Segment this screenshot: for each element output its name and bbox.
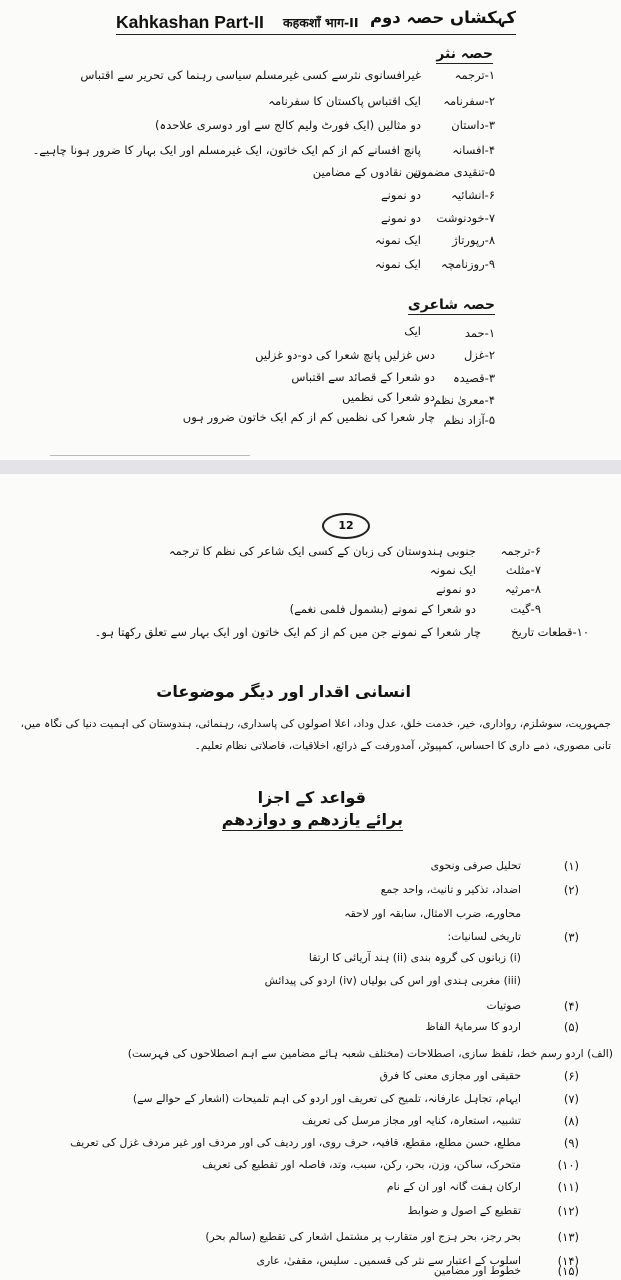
nasr-detail-9: ایک نمونہ [374,257,421,271]
p2-detail-5: چار شعرا کے نمونے جن میں کم از کم ایک خاتون اور ایک بہار سے تعلق رکھتا ہو۔ [94,625,481,639]
page-number: 12 [322,513,370,539]
nasr-label-3: ۳-داستان [451,118,495,132]
grammar-item-text: مطلع، حسن مطلع، مقطع، قافیہ، حرف روی، اور ردیف کی اور مردف اور غیر مردف غزل کی تعریف [70,1136,521,1149]
shairi-label-2: ۲-غزل [463,348,495,362]
shairi-detail-5: چار شعرا کی نظمیں کم از کم ایک خاتون ضرور ہوں [182,410,435,424]
nasr-label-7: ۷-خودنوشت [436,211,495,225]
grammar-item-number: (۳) [563,930,579,944]
grammar-item-text: تحلیل صرفی ونحوی [430,859,521,872]
scan-edge [50,455,250,456]
grammar-item-text: محاورے، ضرب الامثال، سابقہ اور لاحقہ [344,907,521,920]
nasr-label-5: ۵-تنقیدی مضمون [412,165,495,179]
p2-label-3: ۸-مرثیہ [504,582,541,596]
grammar-item-text: ارکان ہفت گانہ اور ان کے نام [386,1180,521,1193]
grammar-item-text: متحرک، ساکن، وزن، بحر، رکن، سبب، وتد، فاصلہ اور تقطیع کی تعریف [202,1158,521,1171]
nasr-detail-6: دو نمونے [380,188,421,202]
grammar-item-number: (۴) [563,999,579,1013]
grammar-item-number: (۱۵) [557,1264,579,1278]
grammar-item-number: (۱۳) [557,1230,579,1244]
page-title [116,10,516,35]
grammar-item-number: (۱۱) [557,1180,579,1194]
nasr-detail-1: غیرافسانوی نثرسے کسی غیرمسلم سیاسی رہنما کی تحریر سے اقتباس [80,68,421,82]
grammar-item-number: (۱) [563,859,579,873]
p2-label-2: ۷-مثلث [505,563,541,577]
grammar-item-number: (۱۲) [557,1204,579,1218]
p2-label-5: ۱۰-قطعات تاریخ [511,625,589,639]
shairi-detail-1: ایک [404,324,421,338]
nasr-label-9: ۹-روزنامچہ [440,257,495,271]
p2-detail-3: دو نمونے [435,582,476,596]
grammar-item-text: ایہام، تجاہل عارفانہ، تلمیح کی تعریف اور اردو کی اہم تلمیحات (اشعار کے حوالے سے) [132,1092,521,1105]
grammar-item-text: (i) زبانوں کی گروہ بندی (ii) ہند آریائی کا ارتقا [308,951,521,964]
page-gap [0,460,621,474]
shairi-detail-4: دو شعرا کی نظمیں [342,390,435,404]
grammar-item-text: تاریخی لسانیات: [447,930,521,943]
syllabus-page-2 [0,474,621,1280]
nasr-label-4: ۴-افسانہ [452,143,495,157]
grammar-item-text: بحر رجز، بحر ہزج اور متقارب پر مشتمل اشعار کی تقطیع (سالم بحر) [205,1230,521,1243]
p2-detail-1: جنوبی ہندوستان کی زبان کے کسی ایک شاعر کی نظم کا ترجمہ [168,544,476,558]
shairi-label-5: ۵-آزاد نظم [443,413,495,427]
grammar-item-text: اسلوب کے اعتبار سے نثر کی قسمیں۔ سلیس، مقفیٰ، عاری [256,1254,521,1267]
grammar-item-text: اردو کا سرمایۂ الفاظ [425,1020,521,1033]
grammar-item-text: تشبیہ، استعارہ، کنایہ اور مجاز مرسل کی تعریف [302,1114,521,1127]
p2-detail-4: دو شعرا کے نمونے (بشمول فلمی نغمے) [289,602,476,616]
grammar-item-number: (۱۴) [557,1254,579,1268]
values-line-1: جمہوریت، سوشلزم، رواداری، خیر، خدمت خلق، عدل وداد، اعلا اصولوں کی پاسداری، رہنمائی، ہندوستان کی اہمیت دنیا کی نگاہ میں، [20,718,611,730]
nasr-label-1: ۱-ترجمہ [454,68,495,82]
grammar-subheading: برائے یازدھم و دوازدھم [221,810,403,829]
shairi-heading: حصہ شاعری [407,297,495,313]
nasr-detail-2: ایک اقتباس پاکستان کا سفرنامہ [268,94,421,108]
grammar-item-text: اضداد، تذکیر و تانیث، واحد جمع [380,883,521,896]
nasr-label-6: ۶-انشائیہ [451,188,495,202]
grammar-item-number: (۷) [563,1092,579,1106]
nasr-detail-3: دو مثالیں (ایک فورٹ ولیم کالج سے اور دوسری علاحدہ) [155,118,421,132]
grammar-item-text: صوتیات [486,999,521,1012]
grammar-item-text: (الف) اردو رسم خط، تلفظ سازی، اصطلاحات (مختلف شعبہ ہائے مضامین سے اہم اصطلاحوں کی فہرست) [127,1047,613,1060]
p2-label-4: ۹-گیت [510,602,541,616]
shairi-label-3: ۳-قصیدہ [452,371,495,385]
grammar-item-number: (۲) [563,883,579,897]
nasr-heading: حصہ نثر [436,46,493,62]
shairi-detail-3: دو شعرا کے قصائد سے اقتباس [291,370,435,384]
nasr-detail-5: تین نقادوں کے مضامین [312,165,421,179]
nasr-detail-8: ایک نمونہ [374,233,421,247]
grammar-item-number: (۶) [563,1069,579,1083]
grammar-item-number: (۸) [563,1114,579,1128]
shairi-label-1: ۱-حمد [464,326,495,340]
grammar-item-text: خطوط اور مضامین [433,1264,521,1277]
title-urdu: کہکشاں حصہ دوم [369,8,516,27]
grammar-item-text: تقطیع کے اصول و ضوابط [407,1204,521,1217]
shairi-label-4: ۴-معریٰ نظم [433,393,495,407]
grammar-item-number: (۵) [563,1020,579,1034]
syllabus-page-1 [0,0,621,460]
nasr-detail-7: دو نمونے [380,211,421,225]
p2-label-1: ۶-ترجمہ [500,544,541,558]
grammar-item-number: (۹) [563,1136,579,1150]
grammar-item-text: حقیقی اور مجازی معنی کا فرق [379,1069,521,1082]
nasr-label-2: ۲-سفرنامہ [443,94,495,108]
grammar-item-text: (iii) مغربی ہندی اور اس کی بولیاں (iv) اردو کی پیدائش [264,974,521,987]
grammar-heading: قواعد کے اجزا [257,788,366,807]
title-hindi: कहकशाँ भाग-II [283,15,359,30]
values-line-2: تانی مصوری، ذمے داری کا احساس، کمپیوٹر، آمدورفت کے ذرائع، اخلاقیات، فاصلاتی نظام تعلیم۔ [194,740,611,752]
nasr-label-8: ۸-رپورتاژ [452,233,495,247]
p2-detail-2: ایک نمونہ [429,563,476,577]
shairi-detail-2: دس غزلیں پانچ شعرا کی دو-دو غزلیں [255,348,435,362]
values-heading: انسانی اقدار اور دیگر موضوعات [156,682,411,701]
grammar-item-number: (۱۰) [557,1158,579,1172]
title-english: Kahkashan Part-II [116,12,264,32]
nasr-detail-4: پانچ افسانے کم از کم ایک خاتون، ایک غیرمسلم اور ایک بہار کا ضرور ہونا چاہیے۔ [32,143,421,157]
